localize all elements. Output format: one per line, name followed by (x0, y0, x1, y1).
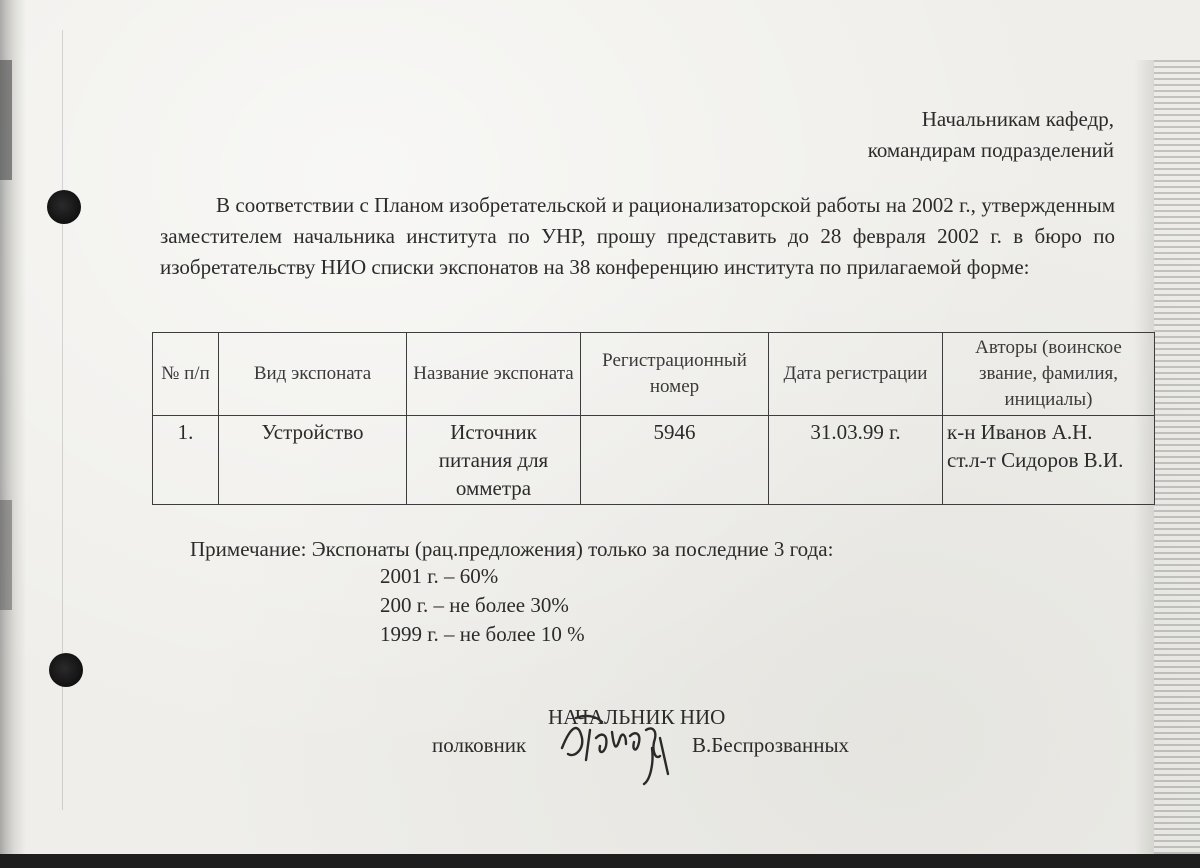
author-1: к-н Иванов А.Н. (947, 420, 1093, 444)
author-2: ст.л-т Сидоров В.И. (947, 448, 1124, 472)
note-item: 2001 г. – 60% (380, 564, 499, 588)
cell-type: Устройство (219, 416, 407, 505)
header-authors: Авторы (воинское звание, фамилия, инициалы) (943, 333, 1155, 416)
table-row (153, 416, 1155, 505)
cell-authors (943, 416, 1155, 505)
note-items (380, 562, 585, 649)
left-scan-mark (0, 500, 12, 610)
signature-name: В.Беспрозванных (692, 733, 850, 757)
addressee-line-2: командирам подразделений (867, 138, 1114, 162)
margin-line (62, 30, 63, 810)
bottom-scan-bar (0, 854, 1200, 868)
note-item: 1999 г. – не более 10 % (380, 622, 585, 646)
header-name: Название экспоната (407, 333, 581, 416)
right-binding-edge (1154, 60, 1200, 860)
cell-reg-date: 31.03.99 г. (769, 416, 943, 505)
handwritten-signature (556, 708, 686, 788)
note-text: Примечание: Экспонаты (рац.предложения) только за последние 3 года: (190, 537, 834, 561)
signature-title: НАЧАЛЬНИК НИО (548, 705, 726, 729)
header-reg-number: Регистрационный номер (581, 333, 769, 416)
cell-reg-number: 5946 (581, 416, 769, 505)
addressee-block (694, 104, 1114, 166)
table-header-row (153, 333, 1155, 416)
left-scan-mark (0, 60, 12, 180)
signature-rank: полковник (432, 733, 527, 757)
cell-num: 1. (153, 416, 219, 505)
punch-hole-bottom (49, 653, 83, 687)
body-paragraph: В соответствии с Планом изобретательской и рационализаторской работы на 2002 г., утвержденным заместителем начальника института по УНР, прошу представить до 28 февраля 2002 г. в бюро по изобретательству НИО списки экспонатов на 38 конференцию института по прилагаемой форме: (160, 193, 1115, 279)
punch-hole-top (47, 190, 81, 224)
cell-name: Источник питания для омметра (407, 416, 581, 505)
exhibits-table (152, 332, 1155, 505)
header-reg-date: Дата регистрации (769, 333, 943, 416)
header-num: № п/п (153, 333, 219, 416)
header-type: Вид экспоната (219, 333, 407, 416)
addressee-line-1: Начальникам кафедр, (921, 107, 1114, 131)
note-item: 200 г. – не более 30% (380, 593, 569, 617)
